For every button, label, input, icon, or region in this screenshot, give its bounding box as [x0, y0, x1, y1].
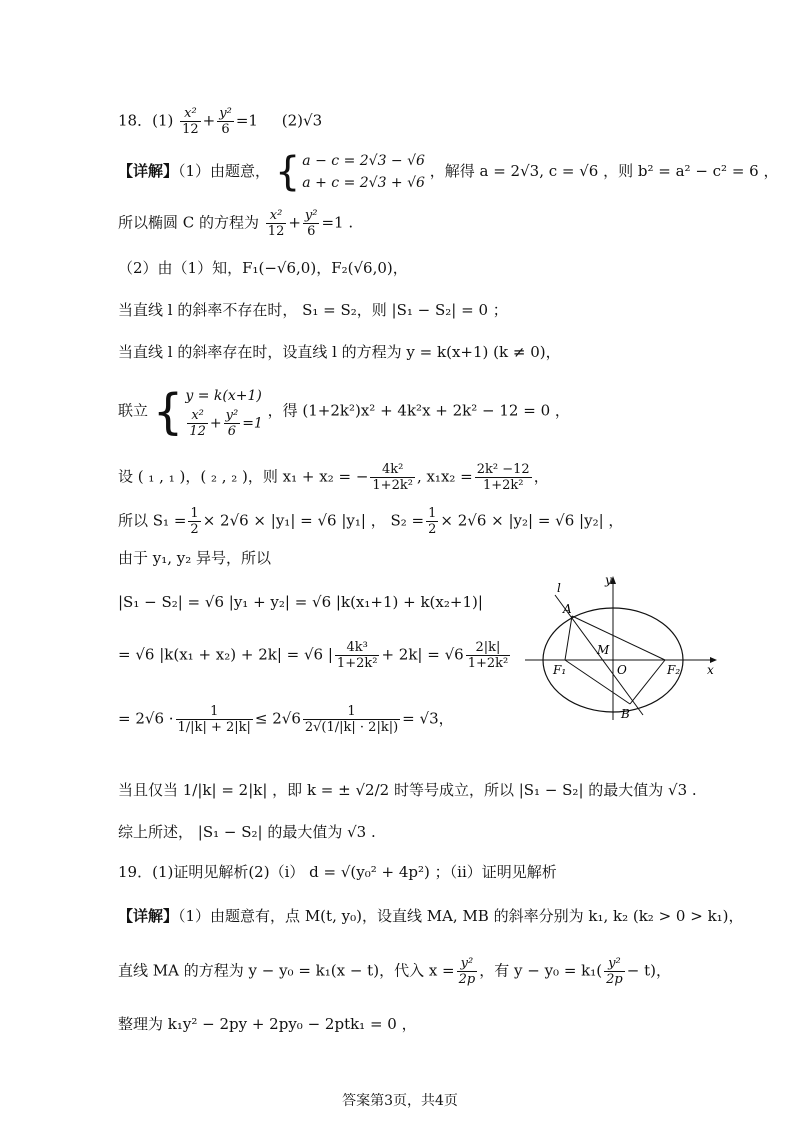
q18-detail-1: 【详解】（1）由题意， { a − c = 2√3 − √6 a + c = 2√3 + √6 ，解得 a = 2√3, c = √6 ，则 b² = a² − c² = 6 ，	[118, 149, 779, 195]
label-x: x	[707, 663, 714, 677]
q19-detail-1: 【详解】（1）由题意有，点 M(t, y₀)，设直线 MA, MB 的斜率分别为 k₁, k₂ (k₂ > 0 > k₁)，	[118, 907, 744, 925]
page-footer: 答案第3页，共4页	[342, 1093, 458, 1109]
segment-AF1	[565, 616, 572, 660]
q19-detail-3: 整理为 k₁y² − 2py + 2py₀ − 2ptk₁ = 0 ，	[118, 1015, 417, 1033]
q18-eq-b: = √6 |k(x₁ + x₂) + 2k| = √6 | $\frac{\text{4k³}}{\text{1+2k²}}$ + 2k| = √6 $\frac{2|k|}{\text{1+2k²}}$	[118, 640, 509, 671]
label-O: O	[617, 663, 627, 677]
q18-eq-e: 综上所述， |S₁ − S₂| 的最大值为 √3 .	[118, 823, 376, 841]
label-M: M	[597, 643, 610, 657]
q18-eq-d: 当且仅当 1/|k| = 2|k| ，即 k = ± √2/2 时等号成立，所以 |S₁ − S₂| 的最大值为 √3 .	[118, 781, 697, 799]
segment-BF2	[630, 660, 665, 704]
q18-part2-intro: （2）由（1）知，F₁(−√6,0)，F₂(√6,0)，	[118, 259, 408, 277]
label-F2: F₂	[667, 663, 681, 677]
q19-answer-line: 19．(1)证明见解析(2)（i） d = √(y₀² + 4p²) ；（ii）证明见解析	[118, 863, 557, 881]
q18-vieta: 设 ( ₁ , ₁ )，( ₂ , ₂ )，则 x₁ + x₂ = − $\frac{\text{4k²}}{\text{1+2k²}}$ , x₁x₂ = $\frac{\text{2k² −12}}{\text{1+2k²}}$ ，	[118, 462, 549, 493]
q18-has-slope: 当直线 l 的斜率存在时，设直线 l 的方程为 y = k(x+1) (k ≠ 0)，	[118, 343, 561, 361]
label-A: A	[563, 602, 572, 616]
q18-areas: 所以 S₁ = $\frac{1}{2}$ × 2√6 × |y₁| = √6 |y₁| ， S₂ = $\frac{1}{2}$ × 2√6 × |y₂| = √6 |y₂| ，	[118, 506, 624, 537]
label-F1: F₁	[553, 663, 567, 677]
q18-answer-line: 18．(1) $\frac{\text{x²}}{12}$ + $\frac{\text{y²}}{6}$ =1 (2)√3	[118, 106, 323, 137]
q18-simultaneous: 联立 { y = k(x+1) $\frac{\text{x²}}{12}$ + $\frac{\text{y²}}{6}$ =1 ，得 (1+2k²)x² + 4k²x + 2k² − 12 = 0 ，	[118, 383, 570, 440]
ellipse-figure	[525, 570, 725, 720]
q18-no-slope: 当直线 l 的斜率不存在时， S₁ = S₂，则 |S₁ − S₂| = 0 ；	[118, 301, 508, 319]
label-y: y	[605, 573, 612, 587]
q18-answer-2: (2)√3	[281, 111, 323, 130]
q18-eq-c: = 2√6 · $\frac{1}{1/|k| + 2|k|}$ ≤ 2√6 $\frac{1}{2√(1/|k| \cdot 2|k|)}$ = √3，	[118, 704, 454, 735]
q18-eq-a: |S₁ − S₂| = √6 |y₁ + y₂| = √6 |k(x₁+1) + k(x₂+1)|	[118, 593, 483, 611]
q19-detail-2: 直线 MA 的方程为 y − y₀ = k₁(x − t)，代入 x = $\frac{\text{y²}}{2p}$ ，有 y − y₀ = k₁( $\frac{\text{y²}}{2p}$ − t)，	[118, 956, 671, 987]
q18-ellipse-equation: 所以椭圆 C 的方程为 $\frac{\text{x²}}{12}$ + $\frac{\text{y²}}{6}$ =1 .	[118, 208, 354, 239]
q18-sign-note: 由于 y₁, y₂ 异号，所以	[118, 549, 272, 567]
equation-system: a − c = 2√3 − √6 a + c = 2√3 + √6	[302, 153, 425, 191]
fraction: $\frac{\text{x²}}{12}$	[182, 106, 199, 137]
label-B: B	[621, 707, 630, 720]
fraction: $\frac{\text{y²}}{6}$	[219, 106, 232, 137]
brace: {	[274, 149, 301, 195]
label-l: l	[557, 581, 561, 595]
q18-number: 18．(1)	[118, 111, 174, 130]
